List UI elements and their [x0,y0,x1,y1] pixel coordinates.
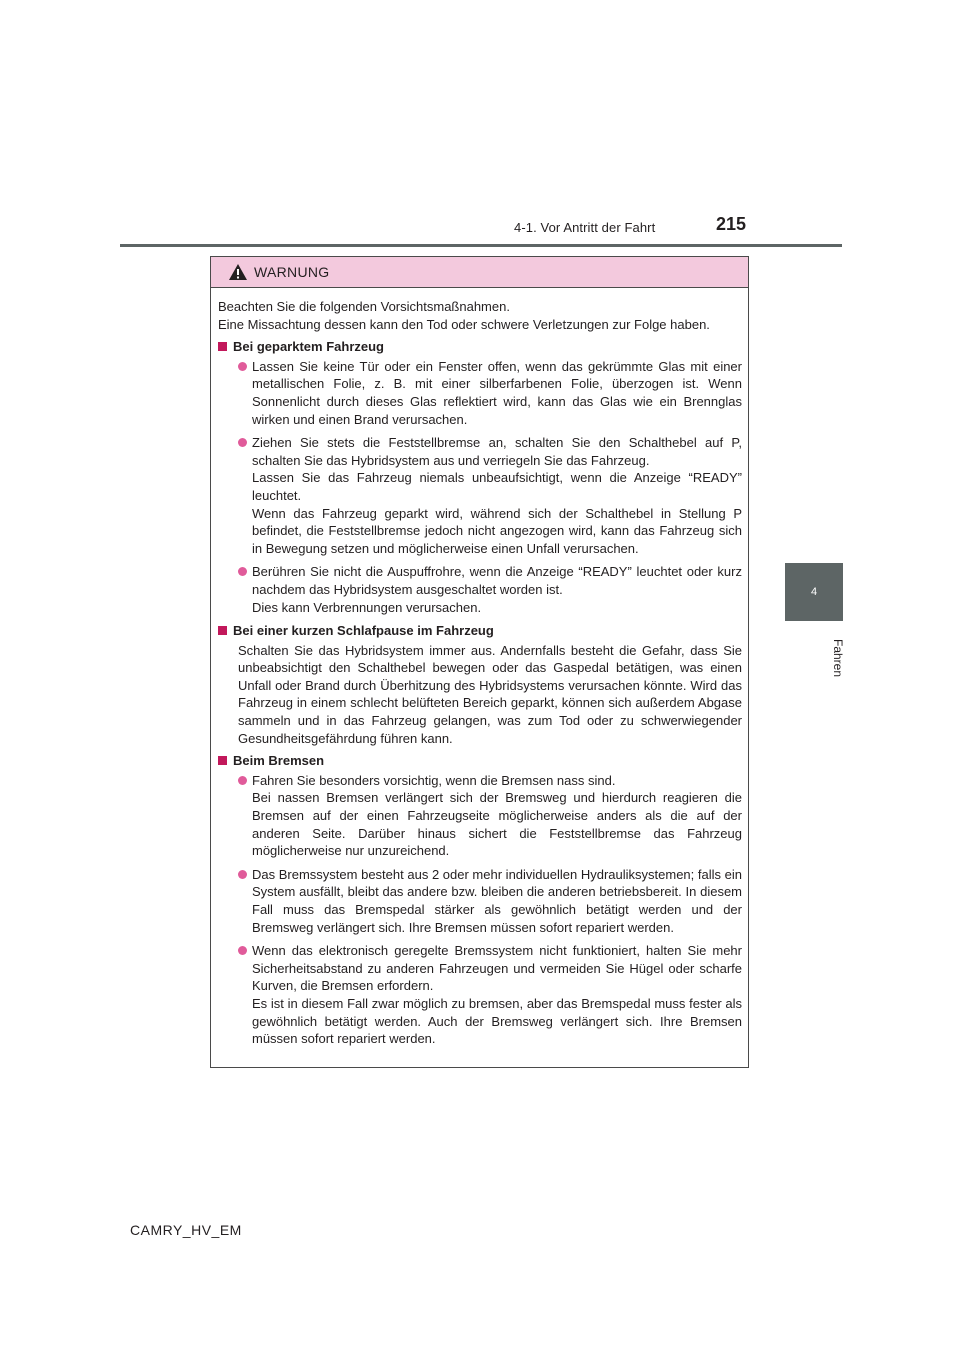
warning-title: WARNUNG [254,264,330,280]
square-bullet-icon [218,626,227,635]
section-heading: Beim Bremsen [218,752,742,770]
square-bullet-icon [218,342,227,351]
chapter-number: 4 [810,586,818,598]
chapter-label: Fahren [831,638,845,678]
section-paragraph: Schalten Sie das Hybridsystem immer aus. Andernfalls besteht die Gefahr, dass Sie unbeabsichtigt den Schalthebel bewegen oder das Gaspedal betätigen, was einen Unfall oder Brand durch Überhitzung des Hybridsystems verursachen könnte. Wird das Fahrzeug in einem schlecht belüfteten Bereich geparkt, können sich außerdem Abgase sammeln und in das Fahrzeug gelangen, was zum Tod oder zu schwerwiegender Gesundheitsgefährdung führen kann. [238,642,742,746]
circle-bullet-icon [238,362,247,371]
list-item: Lassen Sie keine Tür oder ein Fenster offen, wenn das gekrümmte Glas mit einer metallischen Folie, z. B. mit einer silberfarbenen Folie, überzogen ist. Wenn Sonnenlicht durch dieses Glas reflektiert wird, kann das Glas wie ein Brennglas wirken und einen Brand verursachen. [218,358,742,428]
square-bullet-icon [218,756,227,765]
warning-intro [218,298,742,333]
section-heading: Bei einer kurzen Schlafpause im Fahrzeug [218,622,742,640]
model-code: CAMRY_HV_EM [130,1222,242,1238]
list-item: Berühren Sie nicht die Auspuffrohre, wenn die Anzeige “READY” leuchtet oder kurz nachdem das Hybridsystem ausgeschaltet worden ist. Dies kann Verbrennungen verursachen. [218,563,742,616]
page-number: 215 [716,214,747,234]
intro-line: Eine Missachtung dessen kann den Tod oder schwere Verletzungen zur Folge haben. [218,316,710,332]
circle-bullet-icon [238,870,247,879]
list-item: Fahren Sie besonders vorsichtig, wenn die Bremsen nass sind. Bei nassen Bremsen verlängert sich der Bremsweg und hierdurch reagieren die Bremsen auf der einen Fahrzeugseite möglicherweise anders als die auf der anderen Seite. Darüber hinaus sichert die Feststellbremse das Fahrzeug möglicherweise nur unzureichend. [218,772,742,860]
warning-body [211,288,748,1048]
circle-bullet-icon [238,438,247,447]
warning-triangle-icon [228,263,248,281]
section-heading: Bei geparktem Fahrzeug [218,338,742,356]
list-item: Wenn das elektronisch geregelte Bremssystem nicht funktioniert, halten Sie mehr Sicherheitsabstand zu anderen Fahrzeugen und vermeiden Sie Hügel oder scharfe Kurven, die Bremsen erfordern. Es ist in diesem Fall zwar möglich zu bremsen, aber das Bremspedal muss fester als gewöhnlich betätigt werden. Auch der Bremsweg verlängert sich. Ihre Bremsen müssen sofort repariert werden. [218,942,742,1048]
circle-bullet-icon [238,946,247,955]
warning-box [210,256,749,1068]
intro-line: Beachten Sie die folgenden Vorsichtsmaßnahmen. [218,299,510,314]
circle-bullet-icon [238,567,247,576]
warning-header [211,257,748,288]
chapter-tab[interactable] [785,563,843,621]
list-item: Ziehen Sie stets die Feststellbremse an, schalten Sie den Schalthebel auf P, schalten Sie das Hybridsystem aus und verriegeln Sie das Fahrzeug. Lassen Sie das Fahrzeug niemals unbeaufsichtigt, wenn die Anzeige “READY” leuchtet. Wenn das Fahrzeug geparkt wird, während sich der Schalthebel in Stellung P befindet, die Feststellbremse jedoch nicht angezogen wird, kann das Fahrzeug sich in Bewegung setzen und möglicherweise einen Unfall verursachen. [218,434,742,557]
header-section-title: 4-1. Vor Antritt der Fahrt [514,220,656,235]
header-divider [120,244,842,247]
circle-bullet-icon [238,776,247,785]
list-item: Das Bremssystem besteht aus 2 oder mehr individuellen Hydrauliksystemen; falls ein System ausfällt, bleibt das andere bzw. bleiben die anderen betriebsbereit. In diesem Fall muss das Bremspedal stärker als gewöhnlich betätigt werden und der Bremsweg verlängert sich. Ihre Bremsen müssen sofort repariert werden. [218,866,742,936]
